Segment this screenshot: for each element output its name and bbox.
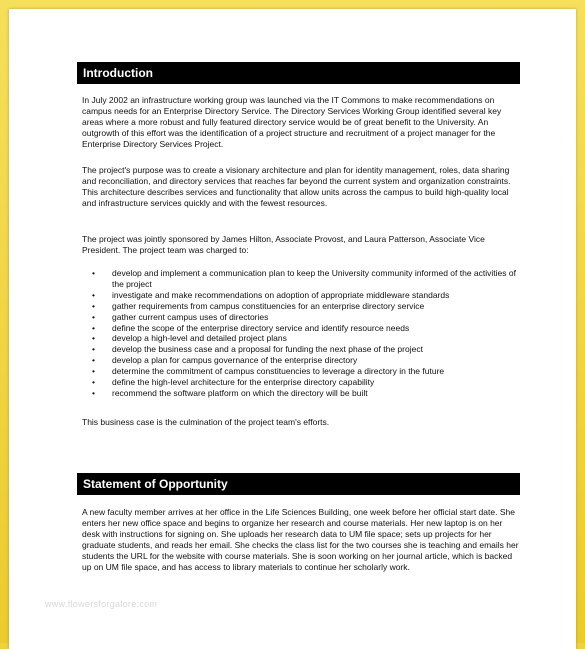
watermark: www.flowersforgalore.com (45, 599, 158, 609)
bullet-item (82, 290, 522, 301)
bullet-glyph: • (92, 268, 95, 278)
bullet-item (82, 377, 522, 388)
bullet-text: develop and implement a communication plan to keep the University community informed of the activities of the project (112, 268, 516, 289)
charge-bullet-list (82, 268, 522, 399)
bullet-item (82, 323, 522, 334)
bullet-text: develop the business case and a proposal for funding the next phase of the project (112, 344, 423, 355)
bullet-text: develop a plan for campus governance of the enterprise directory (112, 355, 358, 366)
bullet-item (82, 268, 522, 290)
bullet-text: determine the commitment of campus constituencies to leverage a directory in the future (112, 366, 445, 377)
opportunity-paragraph-1: A new faculty member arrives at her office in the Life Sciences Building, one week before her official start date. She enters her new office space and begins to organize her research and course materials. Her new laptop is on her desk with instructions for signing on. She uploads her research data to UM file space; sets up projects for her graduate students, and reads her email. She checks the class list for the two courses she is teaching and emails her students the URL for the website with course materials. She is soon working on her journal article, which is backed up on UM file space, and has access to library materials to continue her scholarly work. (82, 507, 519, 572)
bullet-item (82, 301, 522, 312)
bullet-glyph: • (92, 333, 95, 344)
bullet-text: define the scope of the enterprise directory service and identify resource needs (112, 322, 410, 333)
bullet-glyph: • (92, 311, 95, 322)
intro-paragraph-2: The project's purpose was to create a visionary architecture and plan for identity management, roles, data sharing and reconciliation, and directory services that reaches far beyond the current system and organization constraints. This architecture describes services and functionality that allow units across the campus to build high-quality local and infrastructure services quickly and with the fewest resources. (82, 165, 511, 208)
bullet-text: gather requirements from campus constituencies for an enterprise directory service (112, 300, 425, 311)
opportunity-heading: Statement of Opportunity (77, 473, 520, 495)
bullet-glyph: • (92, 355, 95, 366)
document-page (9, 9, 576, 649)
bullet-item (82, 355, 522, 366)
intro-paragraph-1: In July 2002 an infrastructure working group was launched via the IT Commons to make recommendations on campus needs for an Enterprise Directory Service. The Directory Services Working Group identified several key areas where a more robust and fully featured directory service would be of great benefit to the University. An outgrowth of this effort was the identification of a project structure and recruitment of a project manager for the Enterprise Directory Services Project. (82, 95, 502, 149)
bullet-text: develop a high-level and detailed project plans (112, 333, 287, 344)
bullet-glyph: • (92, 377, 95, 388)
bullet-item (82, 344, 522, 355)
bullet-glyph: • (92, 344, 95, 355)
bullet-text: recommend the software platform on which the directory will be built (112, 387, 368, 398)
bullet-item (82, 366, 522, 377)
bullet-item (82, 333, 522, 344)
bullet-text: define the high-level architecture for the enterprise directory capability (112, 377, 375, 388)
bullet-glyph: • (92, 289, 95, 300)
bullet-glyph: • (92, 300, 95, 311)
bullet-glyph: • (92, 387, 95, 398)
intro-paragraph-4: This business case is the culmination of the project team's efforts. (82, 417, 330, 427)
bullet-glyph: • (92, 366, 95, 377)
bullet-glyph: • (92, 322, 95, 333)
bullet-item (82, 388, 522, 399)
bullet-text: investigate and make recommendations on adoption of appropriate middleware standards (112, 289, 450, 300)
bullet-item (82, 312, 522, 323)
introduction-heading: Introduction (77, 62, 520, 84)
intro-paragraph-3: The project was jointly sponsored by James Hilton, Associate Provost, and Laura Patterson, Associate Vice President. The project team was charged to: (82, 234, 485, 255)
bullet-text: gather current campus uses of directories (112, 311, 269, 322)
